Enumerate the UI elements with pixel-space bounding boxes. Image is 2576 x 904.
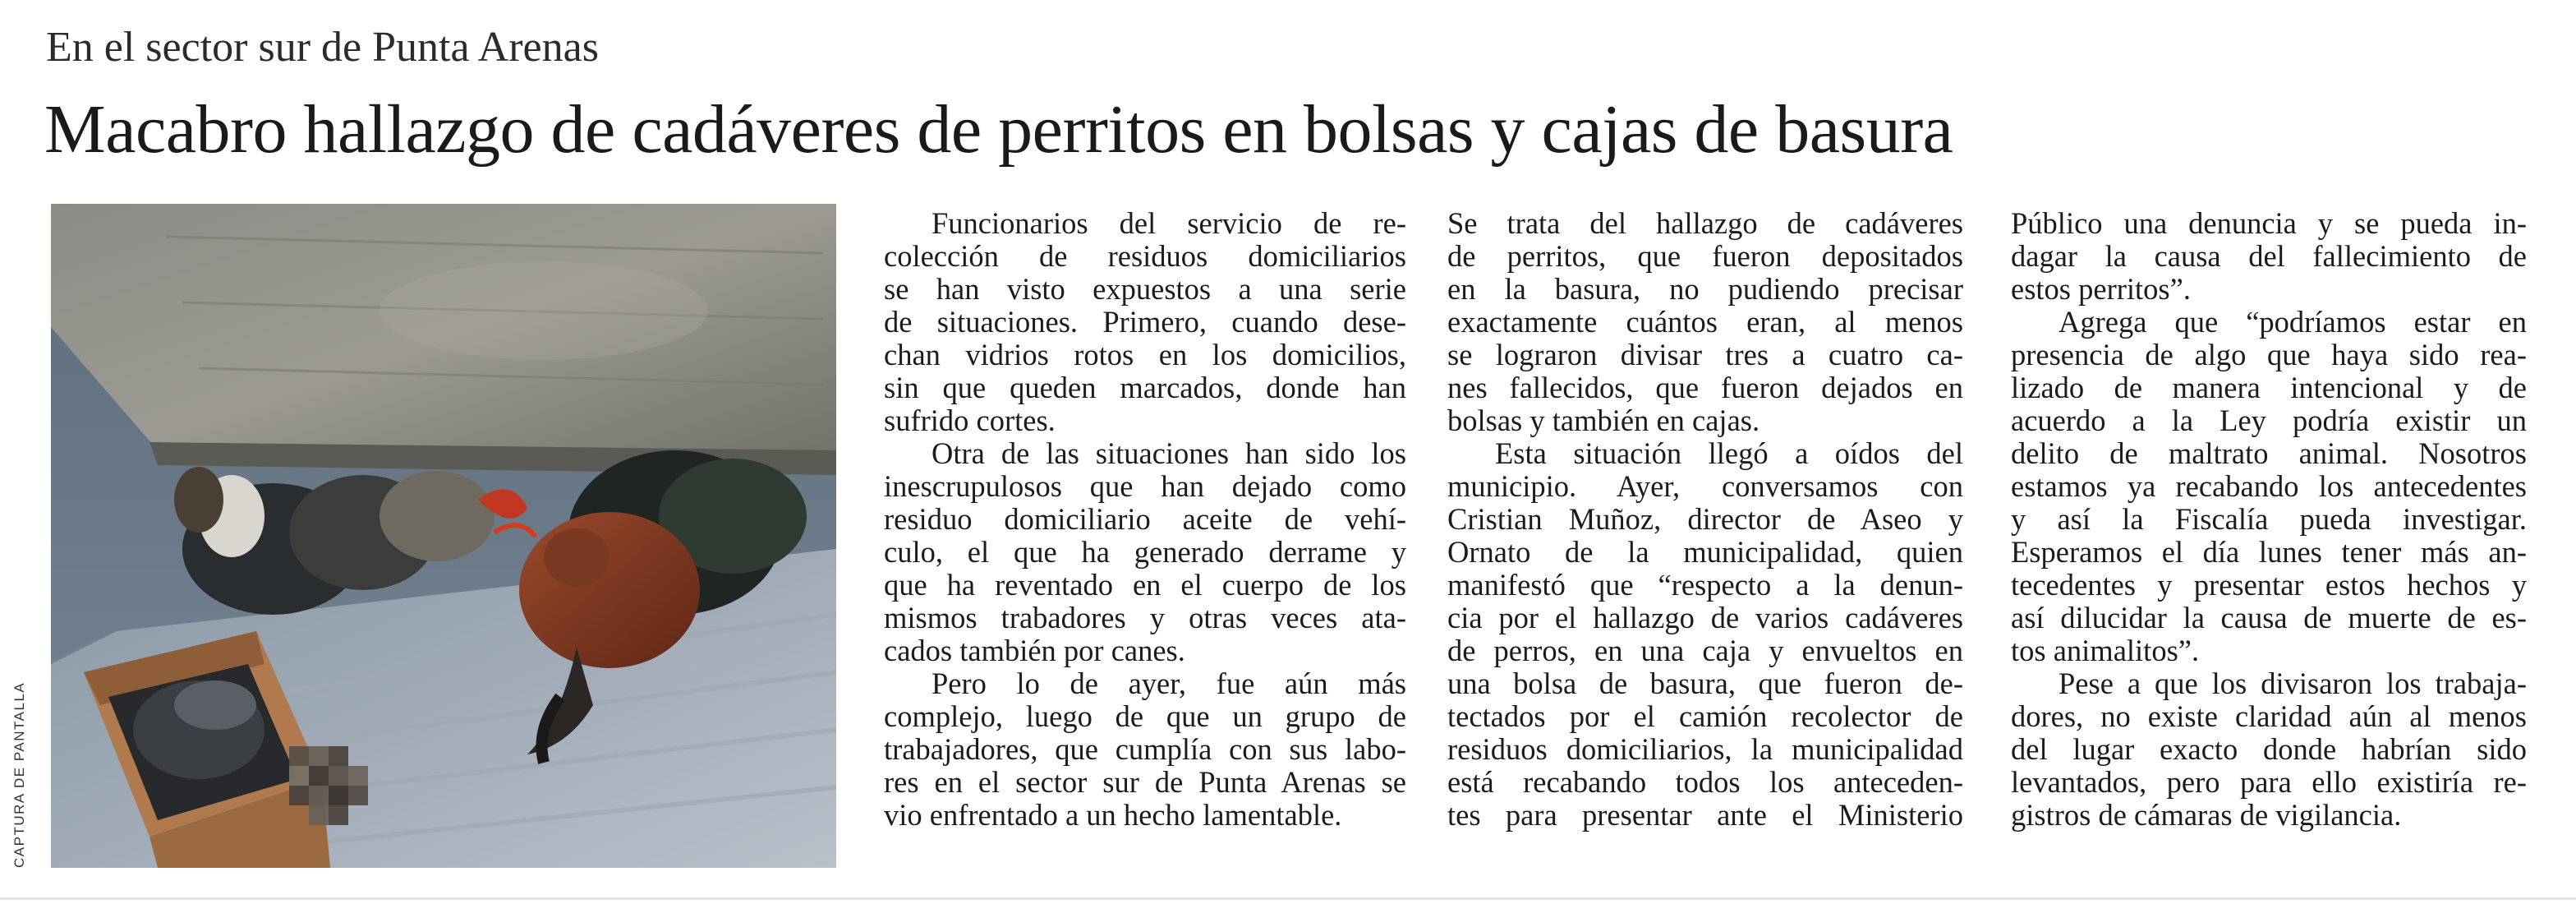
text-line: Cristian Muñoz, director de Aseo y — [1447, 502, 1963, 536]
text-line: res en el sector sur de Punta Arenas se — [884, 765, 1406, 799]
text-line: tes para presentar ante el Ministerio — [1447, 798, 1963, 832]
text-line: de perros, en una caja y envueltos en — [1447, 634, 1963, 667]
text-line: Pero lo de ayer, fue aún más — [932, 666, 1406, 700]
article-kicker: En el sector sur de Punta Arenas — [46, 24, 599, 71]
text-line: sin que queden marcados, donde han — [884, 371, 1406, 404]
text-line: Esta situación llegó a oídos del — [1495, 436, 1963, 470]
text-line: Otra de las situaciones han sido los — [932, 436, 1406, 470]
text-line: acuerdo a la Ley podría existir un — [2011, 404, 2527, 437]
text-line: sufrido cortes. — [884, 404, 1056, 437]
text-line: colección de residuos domiciliarios — [884, 239, 1406, 273]
text-line: presencia de algo que haya sido rea- — [2011, 338, 2527, 371]
text-line: levantados, pero para ello existiría re- — [2011, 765, 2527, 799]
text-line: de situaciones. Primero, cuando dese- — [884, 305, 1406, 339]
text-line: mismos trabadores y otras veces ata- — [884, 601, 1406, 634]
text-line: gistros de cámaras de vigilancia. — [2011, 798, 2402, 832]
text-line: se han visto expuestos a una serie — [884, 272, 1406, 306]
text-line: así dilucidar la causa de muerte de es- — [2011, 601, 2527, 634]
article-photo — [51, 204, 836, 868]
text-line: cados también por canes. — [884, 634, 1185, 667]
text-line: manifestó que “respecto a la denun- — [1447, 568, 1963, 602]
text-line: dagar la causa del fallecimiento de — [2011, 239, 2527, 273]
text-line: chan vidrios rotos en los domicilios, — [884, 338, 1406, 371]
text-line: se lograron divisar tres a cuatro ca- — [1447, 338, 1963, 371]
text-line: Pese a que los divisaron los trabaja- — [2058, 666, 2527, 700]
text-line: del lugar exacto donde habrían sido — [2011, 732, 2527, 766]
text-line: complejo, luego de que un grupo de — [884, 699, 1406, 733]
text-line: Agrega que “podríamos estar en — [2058, 305, 2527, 339]
text-line: culo, el que ha generado derrame y — [884, 535, 1406, 569]
text-line: Esperamos el día lunes tener más an- — [2011, 535, 2527, 569]
text-line: municipio. Ayer, conversamos con — [1447, 469, 1963, 503]
page-divider — [0, 897, 2576, 900]
article-column-3 — [2011, 207, 2527, 878]
text-line: residuo domiciliario aceite de vehí- — [884, 502, 1406, 536]
text-line: lizado de manera intencional y de — [2011, 371, 2527, 404]
article-headline: Macabro hallazgo de cadáveres de perritos en bolsas y cajas de basura — [44, 91, 1953, 168]
text-line: de perritos, que fueron depositados — [1447, 239, 1963, 273]
text-line: dores, no existe claridad aún al menos — [2011, 699, 2527, 733]
text-line: Ornato de la municipalidad, quien — [1447, 535, 1963, 569]
text-line: una bolsa de basura, que fueron de- — [1447, 666, 1963, 700]
text-line: está recabando todos los anteceden- — [1447, 765, 1963, 799]
text-line: tos animalitos”. — [2011, 634, 2200, 667]
photo-credit: CAPTURA DE PANTALLA — [12, 681, 27, 868]
text-line: residuos domiciliarios, la municipalidad — [1447, 732, 1963, 766]
text-line: estos perritos”. — [2011, 272, 2191, 306]
text-line: bolsas y también en cajas. — [1447, 404, 1760, 437]
text-line: y así la Fiscalía pueda investigar. — [2011, 502, 2527, 536]
text-line: tecedentes y presentar estos hechos y — [2011, 568, 2527, 602]
text-line: que ha reventado en el cuerpo de los — [884, 568, 1406, 602]
article-column-2 — [1447, 207, 1963, 878]
text-line: vio enfrentado a un hecho lamentable. — [884, 798, 1342, 832]
text-line: trabajadores, que cumplía con sus labo- — [884, 732, 1406, 766]
text-line: delito de maltrato animal. Nosotros — [2011, 436, 2527, 470]
text-line: estamos ya recabando los antecedentes — [2011, 469, 2527, 503]
text-line: nes fallecidos, que fueron dejados en — [1447, 371, 1963, 404]
text-line: en la basura, no pudiendo precisar — [1447, 272, 1963, 306]
text-line: tectados por el camión recolector de — [1447, 699, 1963, 733]
text-line: exactamente cuántos eran, al menos — [1447, 305, 1963, 339]
article-column-1 — [884, 207, 1406, 878]
text-line: cia por el hallazgo de varios cadáveres — [1447, 601, 1963, 634]
text-line: Funcionarios del servicio de re- — [932, 206, 1406, 240]
text-line: inescrupulosos que han dejado como — [884, 469, 1406, 503]
text-line: Se trata del hallazgo de cadáveres — [1447, 206, 1963, 240]
text-line: Público una denuncia y se pueda in- — [2011, 206, 2527, 240]
